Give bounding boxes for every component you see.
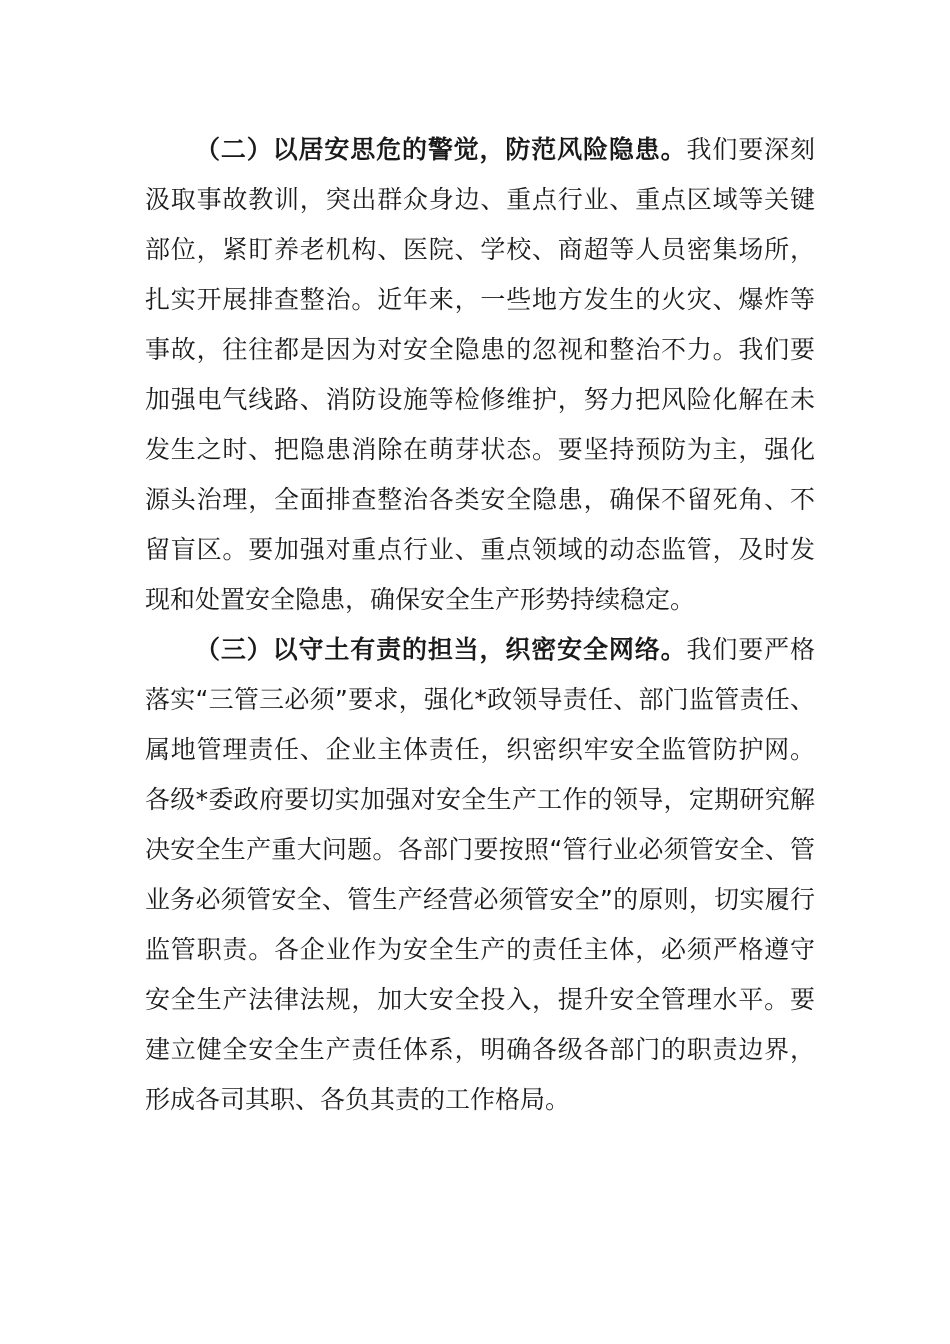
paragraph-3	[145, 625, 815, 1125]
paragraph-3-heading: （三）以守土有责的担当，织密安全网络。	[195, 635, 687, 664]
paragraph-2	[145, 125, 815, 625]
paragraph-2-text: 我们要深刻汲取事故教训，突出群众身边、重点行业、重点区域等关键部位，紧盯养老机构、医院、学校、商超等人员密集场所，扎实开展排查整治。近年来，一些地方发生的火灾、爆炸等事故，往往都是因为对安全隐患的忽视和整治不力。我们要加强电气线路、消防设施等检修维护，努力把风险化解在未发生之时、把隐患消除在萌芽状态。要坚持预防为主，强化源头治理，全面排查整治各类安全隐患，确保不留死角、不留盲区。要加强对重点行业、重点领域的动态监管，及时发现和处置安全隐患，确保安全生产形势持续稳定。	[145, 135, 815, 614]
document-body	[145, 125, 815, 1125]
paragraph-3-text: 我们要严格落实“三管三必须”要求，强化*政领导责任、部门监管责任、属地管理责任、企业主体责任，织密织牢安全监管防护网。各级*委政府要切实加强对安全生产工作的领导，定期研究解决安全生产重大问题。各部门要按照“管行业必须管安全、管业务必须管安全、管生产经营必须管安全”的原则，切实履行监管职责。各企业作为安全生产的责任主体，必须严格遵守安全生产法律法规，加大安全投入，提升安全管理水平。要建立健全安全生产责任体系，明确各级各部门的职责边界，形成各司其职、各负其责的工作格局。	[145, 635, 815, 1114]
paragraph-2-heading: （二）以居安思危的警觉，防范风险隐患。	[195, 135, 687, 164]
